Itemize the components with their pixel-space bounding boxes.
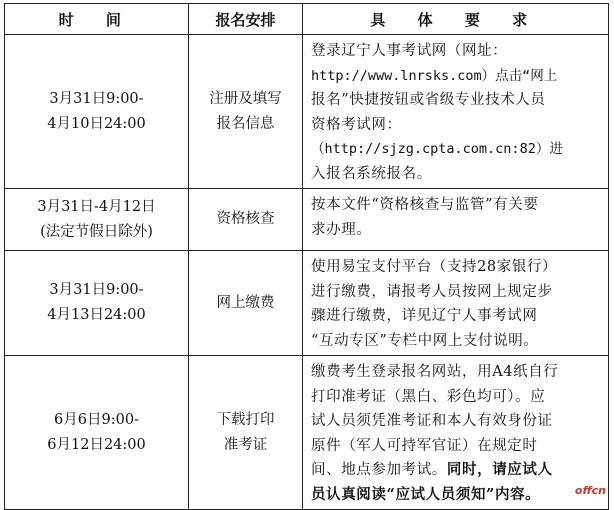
table-row — [5, 189, 609, 251]
requirement-cell: 使用易宝支付平台（支持28家银行） 进行缴费，请报考人员按网上规定步 骤进行缴费，详见辽宁人事考试网 “互动专区”专栏中网上支付说明。 — [303, 251, 609, 356]
requirement-cell: 登录辽宁人事考试网（网址： http://www.lnrsks.com）点击“网上 报名”快捷按钮或省级专业技术人员 资格考试网： （http://sjzg.cpta.com.cn:82）进 入报名系统报名。 — [303, 35, 609, 189]
time-cell: 3月31日9:00- 4月13日24:00 — [5, 251, 189, 356]
table-row — [5, 35, 609, 189]
notice-bold-text: 同时，请应试人 — [446, 461, 553, 478]
notice-bold-text: 员认真阅读“应试人员须知”内容。 — [311, 485, 541, 503]
header-step: 报名安排 — [189, 4, 303, 35]
requirement-cell: 按本文件“资格核查与监管”有关要 求办理。 — [303, 189, 609, 251]
header-time: 时 间 — [5, 4, 189, 35]
table-row — [5, 251, 609, 356]
step-cell: 资格核查 — [189, 189, 303, 251]
table-row — [5, 356, 609, 510]
step-cell: 下载打印 准考证 — [189, 356, 303, 510]
header-row — [5, 4, 609, 35]
time-cell: 3月31日-4月12日 (法定节假日除外) — [5, 189, 189, 251]
requirement-cell: 缴费考生登录报名网站，用A4纸自行 打印准考证（黑白、彩色均可）。应 试人员须凭准考证和本人有效身份证 原件（军人可持军官证）在规定时 间、地点参加考试。同时，请应试人 员认真阅读“应试人员须知”内容。 — [303, 356, 609, 510]
exam-schedule-table — [4, 3, 609, 510]
offcn-watermark: offcn — [574, 484, 606, 497]
time-cell: 3月31日9:00- 4月10日24:00 — [5, 35, 189, 189]
header-requirements: 具 体 要 求 — [303, 4, 609, 35]
step-cell: 注册及填写 报名信息 — [189, 35, 303, 189]
step-cell: 网上缴费 — [189, 251, 303, 356]
time-cell: 6月6日9:00- 6月12日24:00 — [5, 356, 189, 510]
